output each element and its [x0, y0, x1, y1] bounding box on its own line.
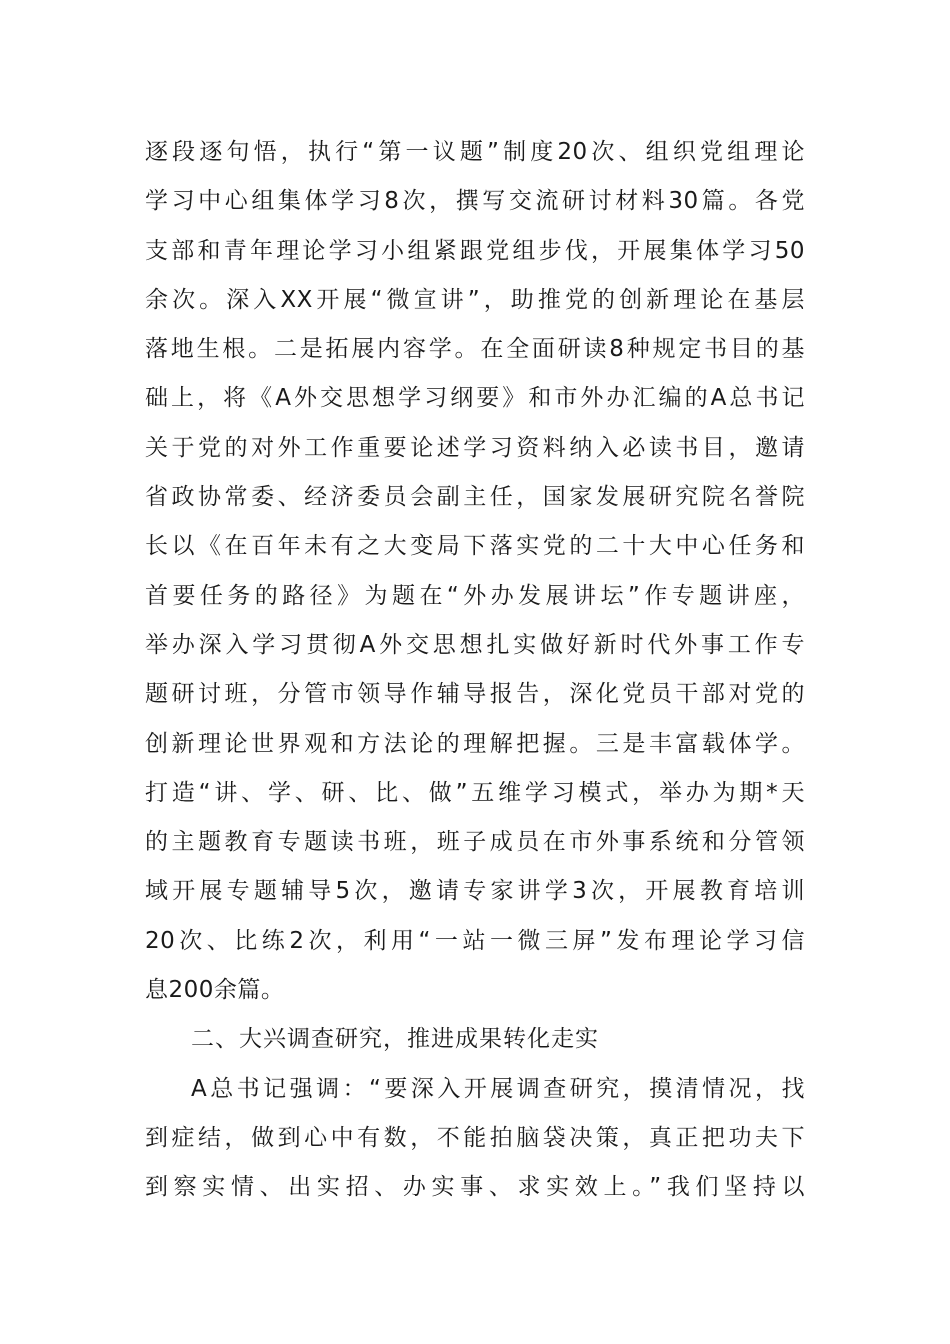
text-line: 学习中心组集体学习8次，撰写交流研讨材料30篇。各党 — [145, 188, 805, 215]
text-line: 创新理论世界观和方法论的理解把握。三是丰富载体学。 — [145, 730, 805, 757]
text-line: 息200余篇。 — [145, 977, 285, 1004]
text-line: 省政协常委、经济委员会副主任，国家发展研究院名誉院 — [145, 484, 805, 511]
text-line: 长以《在百年未有之大变局下落实党的二十大中心任务和 — [145, 533, 805, 560]
text-line: A总书记强调：“要深入开展调查研究，摸清情况，找 — [191, 1075, 805, 1102]
text-line: 落地生根。二是拓展内容学。在全面研读8种规定书目的基 — [145, 336, 805, 363]
text-line: 关于党的对外工作重要论述学习资料纳入必读书目，邀请 — [145, 434, 805, 461]
text-line: 到察实情、出实招、办实事、求实效上。”我们坚持以 — [145, 1174, 805, 1201]
section-heading: 二、大兴调查研究，推进成果转化走实 — [191, 1026, 599, 1053]
text-line: 题研讨班，分管市领导作辅导报告，深化党员干部对党的 — [145, 681, 805, 708]
text-line: 逐段逐句悟，执行“第一议题”制度20次、组织党组理论 — [145, 139, 805, 165]
text-line: 础上，将《A外交思想学习纲要》和市外办汇编的A总书记 — [145, 385, 805, 412]
body-text — [145, 128, 805, 1213]
text-line: 首要任务的路径》为题在“外办发展讲坛”作专题讲座， — [145, 582, 805, 609]
text-line: 20次、比练2次，利用“一站一微三屏”发布理论学习信 — [145, 927, 805, 954]
text-line: 举办深入学习贯彻A外交思想扎实做好新时代外事工作专 — [145, 631, 805, 658]
text-line: 域开展专题辅导5次，邀请专家讲学3次，开展教育培训 — [145, 878, 805, 905]
text-line: 到症结，做到心中有数，不能拍脑袋决策，真正把功夫下 — [145, 1124, 805, 1151]
text-line: 支部和青年理论学习小组紧跟党组步伐，开展集体学习50 — [145, 237, 805, 264]
text-line: 的主题教育专题读书班，班子成员在市外事系统和分管领 — [145, 829, 805, 856]
text-line: 余次。深入XX开展“微宣讲”，助推党的创新理论在基层 — [145, 286, 805, 313]
text-line: 打造“讲、学、研、比、做”五维学习模式，举办为期*天 — [145, 779, 805, 806]
